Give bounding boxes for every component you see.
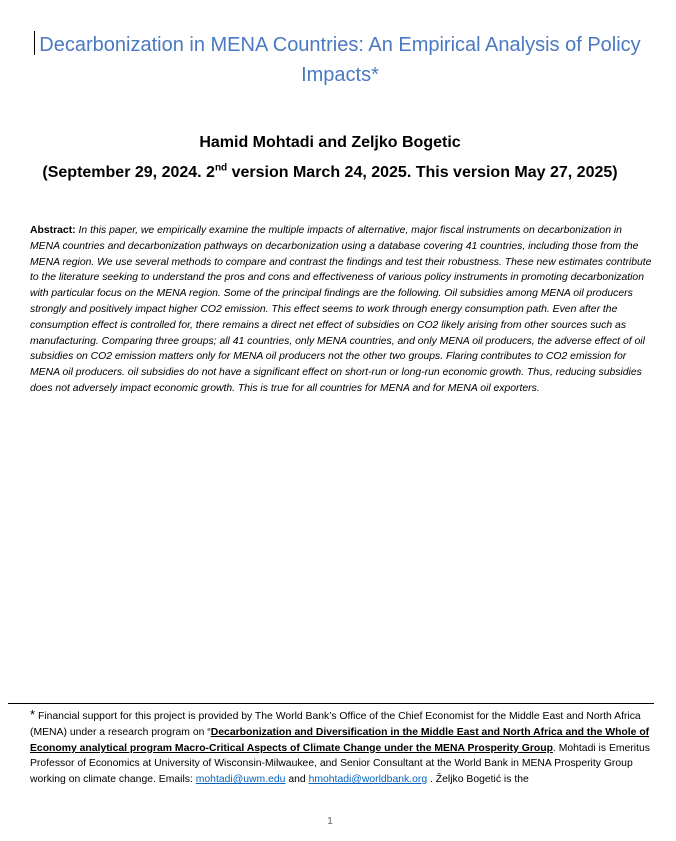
dates-line — [0, 163, 660, 183]
dates-after-sup: version March 24, 2025. This version May 27, 2025) — [227, 164, 618, 181]
text-cursor — [34, 31, 35, 55]
dates-before-sup: (September 29, 2024. 2 — [42, 164, 215, 181]
abstract-paragraph — [30, 223, 654, 397]
footnote-program-name: Decarbonization and Diversification in the Middle East and North Africa and the Whole of Economy analytical program Macro-Critical Aspects of Climate Change under the MENA Prosperity Group — [30, 726, 650, 754]
footnote-and: and — [285, 774, 309, 786]
footnote-marker: * — [30, 707, 36, 722]
authors-line: Hamid Mohtadi and Zeljko Bogetic — [199, 134, 461, 151]
email-link-worldbank[interactable]: hmohtadi@worldbank.org — [308, 774, 428, 786]
abstract-label: Abstract: — [30, 225, 76, 236]
abstract-text: In this paper, we empirically examine the multiple impacts of alternative, major fiscal instruments on decarbonization in MENA countries and decarbonization pathways on decarbonization using a database covering 41 countries, including those from the MENA region. We use several methods to compare and contrast the findings and test their robustness. These new estimates contribute to the literature seeking to understand the pros and cons and effectiveness of various policy instruments in promoting decarbonization with particular focus on the MENA region. Some of the principal findings are the following. Oil subsidies among MENA oil producers strongly and positively impact higher CO2 emission. This effect seems to work through energy consumption path. Even after the consumption effect is controlled for, there remains a direct net effect of subsidies on CO2 likely arising from other sources such as manufacturing. Comparing three groups; all 41 countries, only MENA countries, and only MENA oil producers, the adverse effect of oil subsidies on CO2 emission matters only for MENA oil producers not the other two groups. Flaring contributes to CO2 emission for MENA oil producers. oil subsidies do not have a significant effect on short-run or long-run economic growth. Thus, reducing subsidies does not adversely impact economic growth. This is true for all countries for MENA and for MENA oil exporters. — [30, 225, 652, 394]
footnote-text-1: Financial support for this project is provided by The World Bank’s Office of the Chief Economist for the Middle East and North Africa (MENA) under a research program on “ — [30, 711, 641, 738]
footnote-text-3: . Željko Bogetić is the — [427, 774, 529, 786]
footnote — [30, 707, 652, 788]
page-number: 1 — [327, 815, 333, 827]
footnote-separator — [8, 703, 654, 704]
email-link-uwm[interactable]: mohtadi@uwm.edu — [195, 774, 286, 786]
paper-title: Decarbonization in MENA Countries: An Empirical Analysis of Policy Impacts* — [39, 34, 641, 86]
footnote-text-2: . Mohtadi is Emeritus Professor of Economics at University of Wisconsin-Milwaukee, and Senior Consultant at the World Bank in MENA Prosperity Group working on climate change. Emails: — [30, 742, 650, 786]
dates-superscript: nd — [214, 162, 228, 174]
